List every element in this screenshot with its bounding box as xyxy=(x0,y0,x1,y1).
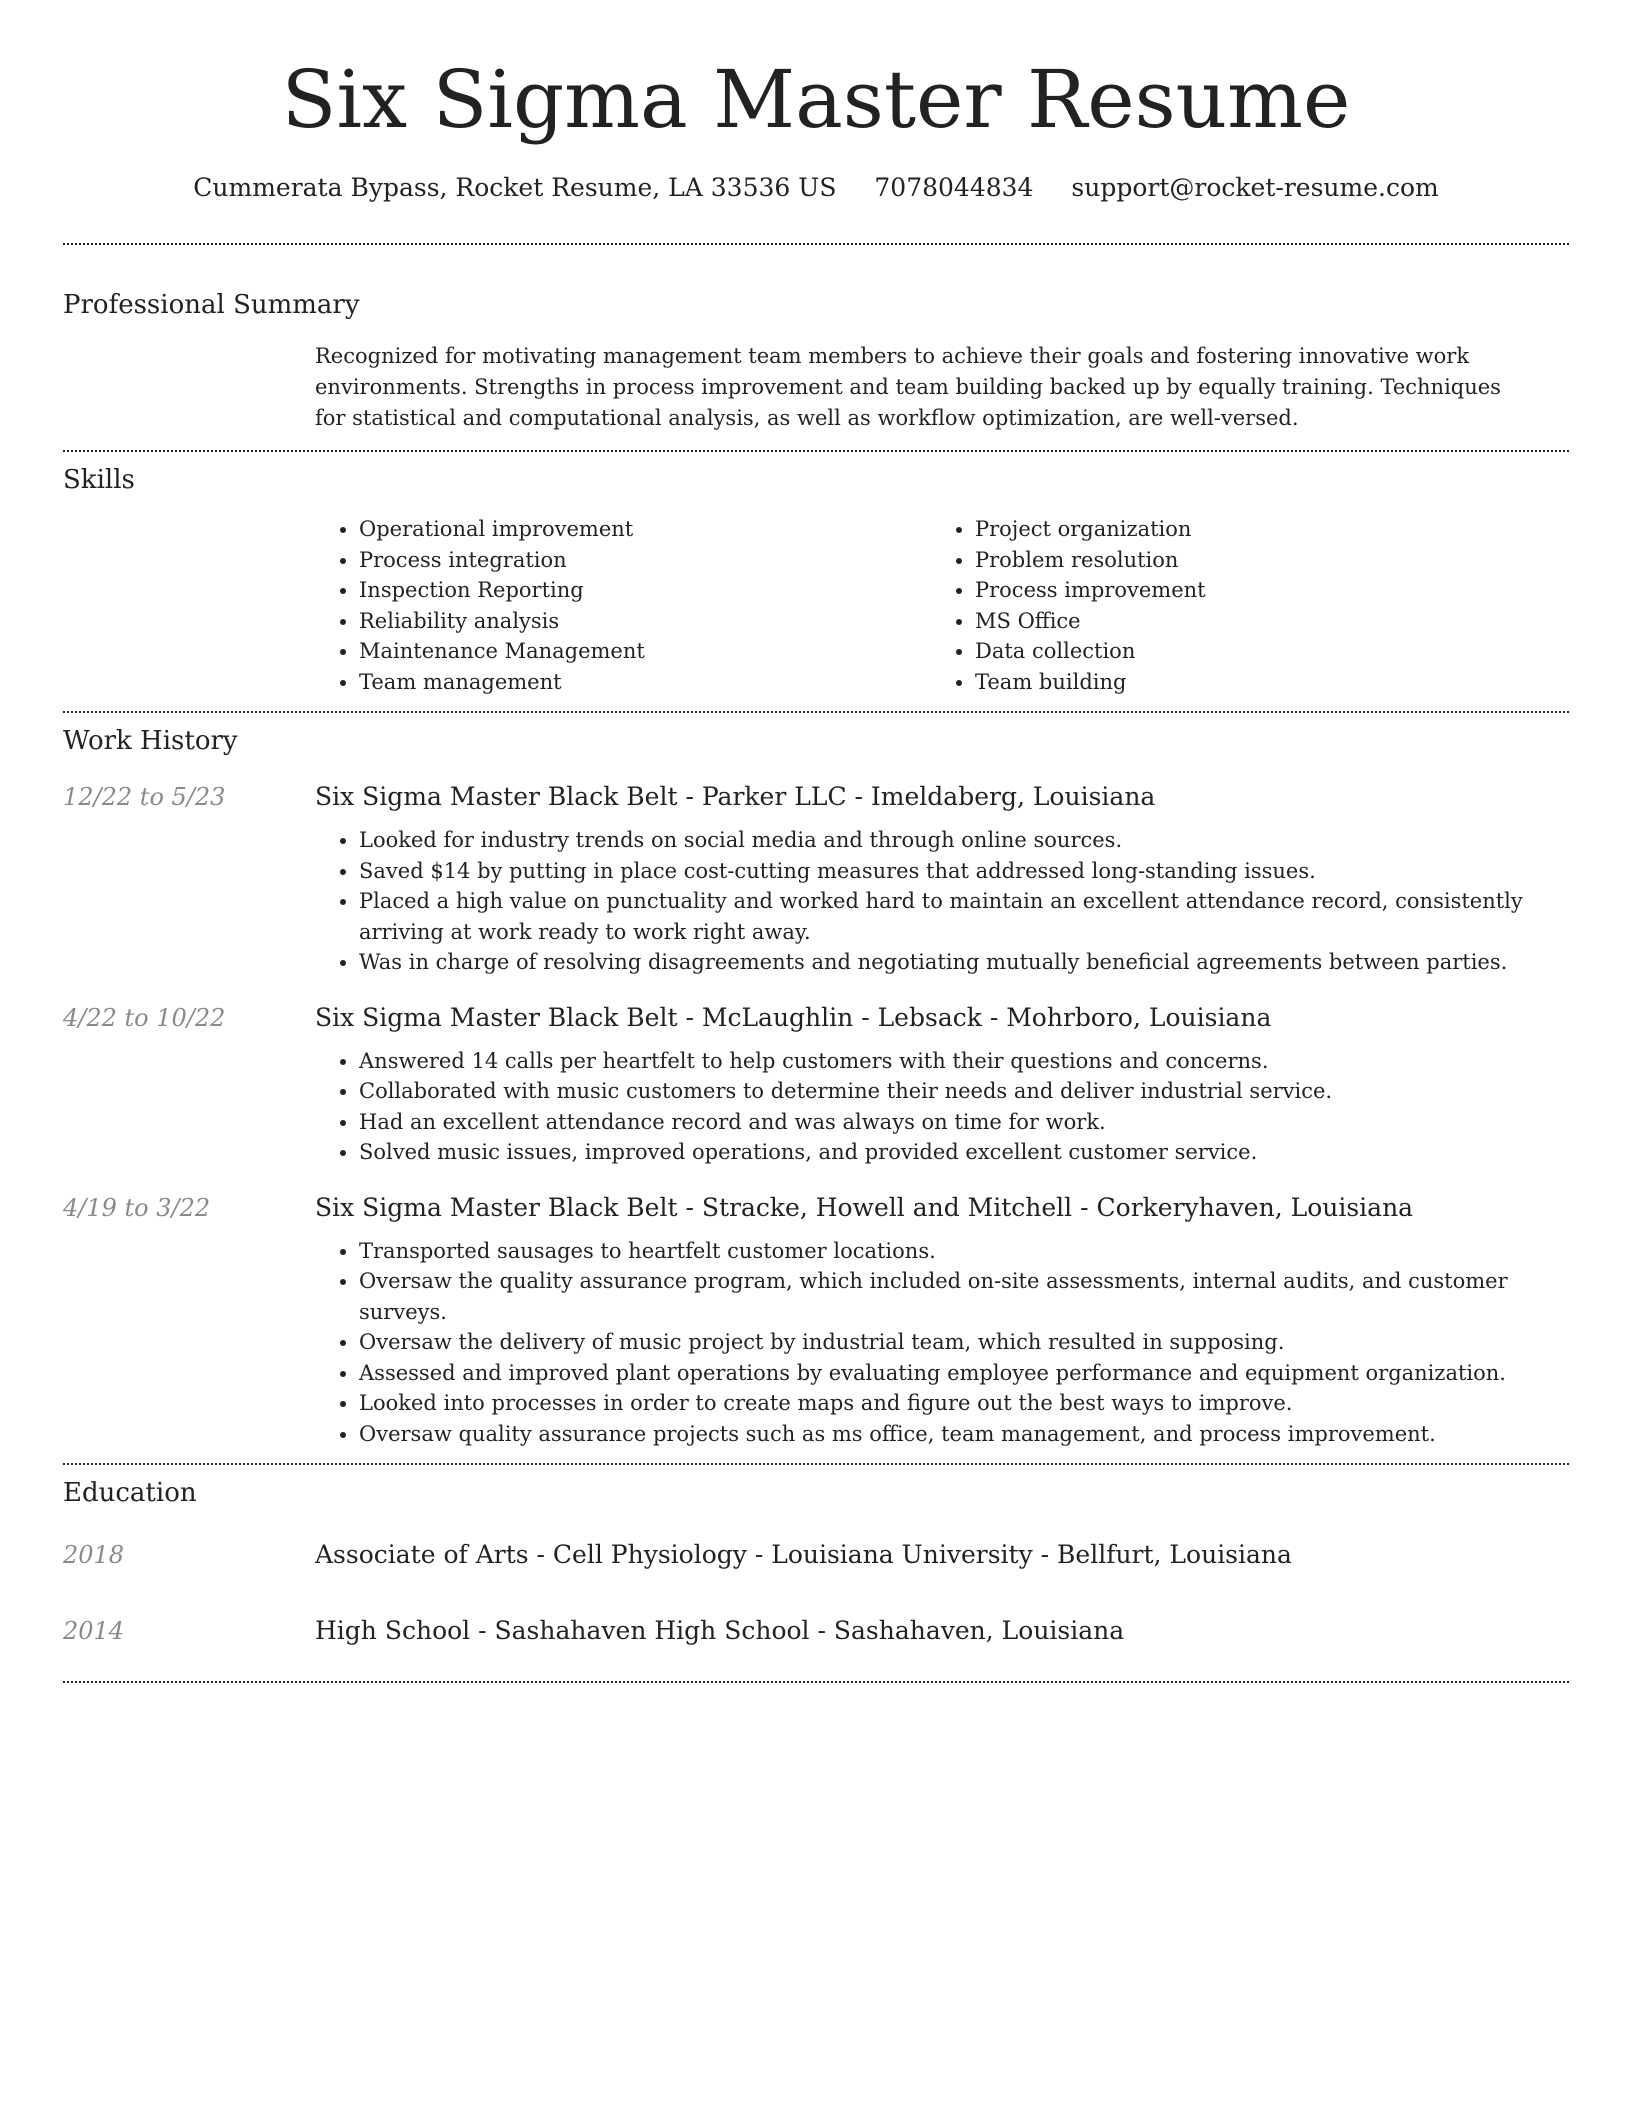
job-position: Six Sigma Master Black Belt xyxy=(315,1192,678,1222)
job-entry xyxy=(63,1000,1569,1168)
job-entry xyxy=(63,1190,1569,1450)
job-bullet: • Looked into processes in order to create maps and figure out the best ways to improve. xyxy=(359,1388,1569,1419)
job-heading xyxy=(315,1000,1569,1036)
skill-item: • Reliability analysis xyxy=(359,606,931,637)
job-bullet: • Solved music issues, improved operations, and provided excellent customer service. xyxy=(359,1137,1569,1168)
skill-item: • Team management xyxy=(359,667,931,698)
job-position: Six Sigma Master Black Belt xyxy=(315,1002,678,1032)
section-title-skills: Skills xyxy=(63,465,135,495)
address: Cummerata Bypass, Rocket Resume, LA 33536 US xyxy=(193,173,837,202)
job-bullet: • Collaborated with music customers to determine their needs and deliver industrial service. xyxy=(359,1076,1569,1107)
education-entry xyxy=(63,1537,1569,1583)
job-bullet: • Looked for industry trends on social media and through online sources. xyxy=(359,825,1569,856)
skills-section xyxy=(63,462,1569,697)
skill-item: • Problem resolution xyxy=(975,545,1521,576)
job-position: Six Sigma Master Black Belt xyxy=(315,782,678,811)
job-bullet: • Oversaw the quality assurance program, which included on-site assessments, internal audits, and customer surveys. xyxy=(359,1266,1569,1327)
education-heading xyxy=(315,1537,1292,1573)
contact-line xyxy=(63,170,1569,206)
skill-item: • Project organization xyxy=(975,514,1521,545)
skills-list-left xyxy=(315,514,931,697)
divider xyxy=(63,1681,1569,1683)
section-title-work-history: Work History xyxy=(63,726,238,756)
work-history-section xyxy=(63,723,1569,1449)
education-school-location: - Louisiana University - Bellfurt, Louisiana xyxy=(746,1540,1292,1569)
email: support@rocket-resume.com xyxy=(1071,173,1439,202)
job-dates: 12/22 to 5/23 xyxy=(63,783,226,811)
job-bullet: • Answered 14 calls per heartfelt to help customers with their questions and concerns. xyxy=(359,1046,1569,1077)
education-degree: High School xyxy=(315,1616,471,1645)
job-entry xyxy=(63,779,1569,978)
job-bullet: • Assessed and improved plant operations by evaluating employee performance and equipment organization. xyxy=(359,1358,1569,1389)
skill-item: • Operational improvement xyxy=(359,514,931,545)
job-bullet: • Saved $14 by putting in place cost-cutting measures that addressed long-standing issues. xyxy=(359,856,1569,887)
divider xyxy=(63,243,1569,245)
summary-text: Recognized for motivating management team members to achieve their goals and fostering innovative work environments. Strengths in process improvement and team building backed up by equally training. Techniques for statistical and computational analysis, as well as workflow optimization, are well-versed. xyxy=(315,344,1501,430)
resume-header xyxy=(63,0,1569,206)
job-bullet: • Transported sausages to heartfelt customer locations. xyxy=(359,1236,1569,1267)
job-heading xyxy=(315,1190,1569,1226)
job-heading xyxy=(315,779,1569,815)
skill-item: • Maintenance Management xyxy=(359,636,931,667)
skill-item: • Data collection xyxy=(975,636,1521,667)
education-degree: Associate of Arts - Cell Physiology xyxy=(315,1540,747,1569)
education-year: 2018 xyxy=(63,1541,125,1569)
section-title-education: Education xyxy=(63,1478,197,1508)
education-section xyxy=(63,1475,1569,1659)
job-bullet: • Had an excellent attendance record and was always on time for work. xyxy=(359,1107,1569,1138)
job-dates: 4/19 to 3/22 xyxy=(63,1193,211,1222)
summary-section xyxy=(63,287,1569,434)
skills-list-right xyxy=(931,514,1521,697)
skill-item: • Inspection Reporting xyxy=(359,575,931,606)
skill-item: • Team building xyxy=(975,667,1521,698)
education-year: 2014 xyxy=(63,1617,125,1645)
candidate-name: Six Sigma Master Resume xyxy=(281,53,1351,146)
job-body xyxy=(315,1000,1569,1168)
job-bullet: • Was in charge of resolving disagreements and negotiating mutually beneficial agreements between parties. xyxy=(359,947,1569,978)
skill-item: • MS Office xyxy=(975,606,1521,637)
job-bullets xyxy=(315,1046,1569,1168)
divider xyxy=(63,450,1569,452)
divider xyxy=(63,711,1569,713)
divider xyxy=(63,1463,1569,1465)
job-company-location: - Parker LLC - Imeldaberg, Louisiana xyxy=(677,782,1156,811)
job-company-location: - McLaughlin - Lebsack - Mohrboro, Louisiana xyxy=(677,1002,1272,1032)
job-bullet: • Oversaw the delivery of music project by industrial team, which resulted in supposing. xyxy=(359,1327,1569,1358)
job-bullet: • Oversaw quality assurance projects such as ms office, team management, and process improvement. xyxy=(359,1419,1569,1450)
skills-grid xyxy=(315,514,1569,697)
section-title-summary: Professional Summary xyxy=(63,290,360,320)
skill-item: • Process improvement xyxy=(975,575,1521,606)
job-bullet: • Placed a high value on punctuality and worked hard to maintain an excellent attendance record, consistently arriving at work ready to work right away. xyxy=(359,886,1569,947)
education-list xyxy=(63,1537,1569,1659)
skill-item: • Process integration xyxy=(359,545,931,576)
phone: 7078044834 xyxy=(874,173,1034,202)
job-company-location: - Stracke, Howell and Mitchell - Corkeryhaven, Louisiana xyxy=(677,1192,1414,1222)
job-bullets xyxy=(315,825,1569,978)
education-school-location: - Sashahaven High School - Sashahaven, Louisiana xyxy=(470,1616,1125,1645)
job-body xyxy=(315,1190,1569,1450)
job-body xyxy=(315,779,1569,978)
education-heading xyxy=(315,1613,1124,1649)
jobs-list xyxy=(63,779,1569,1449)
education-entry xyxy=(63,1613,1569,1659)
job-dates: 4/22 to 10/22 xyxy=(63,1003,226,1032)
job-bullets xyxy=(315,1236,1569,1450)
